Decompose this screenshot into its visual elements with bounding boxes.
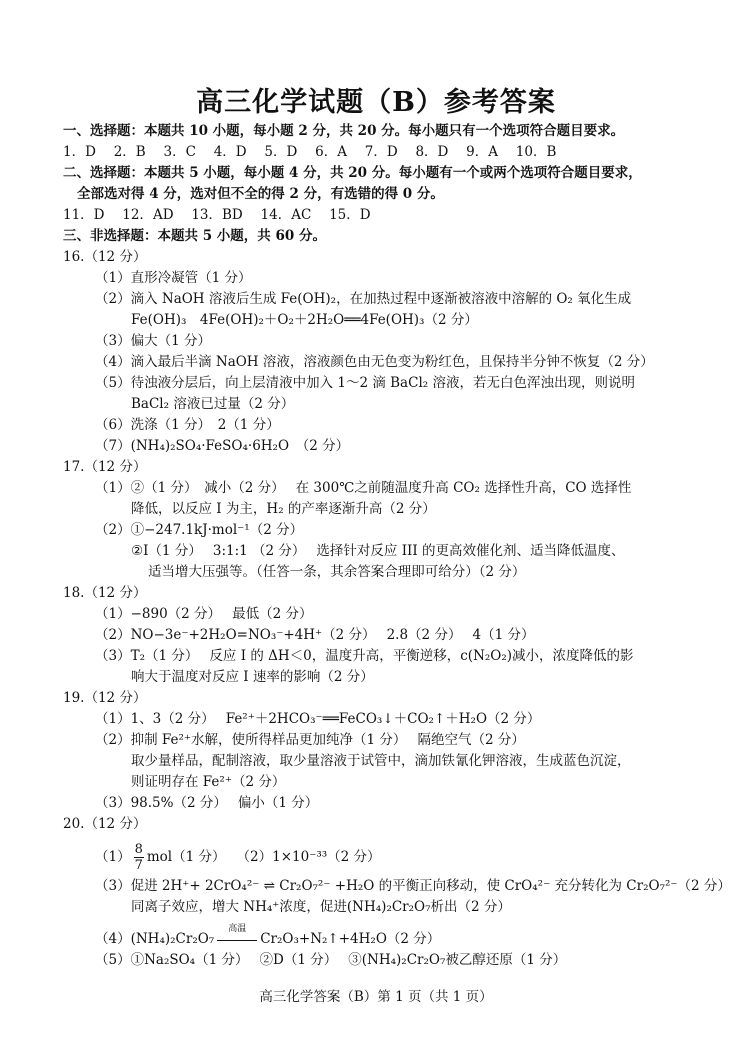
q16-part2-cont: Fe(OH)₃ 4Fe(OH)₂＋O₂＋2H₂O══4Fe(OH)₃（2 分）	[131, 312, 478, 328]
page-footer: 高三化学答案（B）第 1 页（共 1 页）	[259, 989, 493, 1005]
q20-part1	[95, 842, 381, 873]
q16-part7: （7）(NH₄)₂SO₄·FeSO₄·6H₂O （2 分）	[95, 438, 350, 454]
fraction	[134, 842, 144, 873]
q19-part2-cont: 取少量样品，配制溶液，取少量溶液于试管中，滴加铁氰化钾溶液，生成蓝色沉淀，	[131, 753, 631, 769]
reaction-bar	[217, 940, 257, 941]
q18-part1: （1）−890（2 分） 最低（2 分）	[95, 606, 313, 622]
q17-part1: （1）②（1 分） 减小（2 分） 在 300℃之前随温度升高 CO₂ 选择性升高，CO 选择性	[95, 480, 632, 496]
reaction-condition: 高温	[228, 923, 247, 934]
q18-part2: （2）NO−3e⁻+2H₂O=NO₃⁻+4H⁺（2 分） 2.8（2 分） 4（1 分）	[95, 627, 535, 643]
q19-heading: 19.（12 分）	[63, 690, 147, 706]
section-1-answers: 1．D 2．B 3．C 4．D 5．D 6．A 7．D 8．D 9．A 10．B	[63, 144, 557, 160]
q16-part5: （5）待浊液分层后，向上层清液中加入 1～2 滴 BaCl₂ 溶液，若无白色浑浊出现，则说明	[95, 375, 635, 391]
section-2-answers: 11．D 12．AD 13．BD 14．AC 15．D	[63, 207, 371, 223]
fraction-numerator: 8	[134, 842, 143, 857]
q17-heading: 17.（12 分）	[63, 459, 147, 475]
q17-part2-b: ②I（1 分） 3:1:1 （2 分） 选择针对反应 III 的更高效催化剂、适当降低温度、	[131, 543, 625, 559]
q16-part4: （4）滴入最后半滴 NaOH 溶液，溶液颜色由无色变为粉红色，且保持半分钟不恢复（2 分）	[95, 354, 654, 370]
q16-part2: （2）滴入 NaOH 溶液后生成 Fe(OH)₂，在加热过程中逐渐被溶液中溶解的 O₂ 氧化生成	[95, 291, 632, 307]
q20-heading: 20.（12 分）	[63, 816, 147, 832]
q20-part4-products: Cr₂O₃+N₂↑+4H₂O（2 分）	[260, 931, 441, 947]
q16-part1: （1）直形冷凝管（1 分）	[95, 270, 252, 286]
q19-part2-cont2: 则证明存在 Fe²⁺（2 分）	[131, 774, 286, 790]
q18-heading: 18.（12 分）	[63, 585, 147, 601]
q17-part2: （2）①−247.1kJ·mol⁻¹（2 分）	[95, 522, 304, 538]
q18-part3: （3）T₂（1 分） 反应 I 的 ΔH＜0，温度升高，平衡逆移，c(N₂O₂)减小，浓度降低的影	[95, 648, 634, 664]
section-2-heading: 二、选择题：本题共 5 小题，每小题 4 分，共 20 分。每小题有一个或两个选项符合题目要求，	[63, 165, 642, 181]
q20-part1-rest: mol（1 分） （2）1×10⁻³³（2 分）	[146, 849, 381, 865]
q20-part3-cont: 同离子效应，增大 NH₄⁺浓度，促进(NH₄)₂Cr₂O₇析出（2 分）	[131, 899, 511, 915]
q16-heading: 16.（12 分）	[63, 249, 147, 265]
q20-part4-reactant: （4）(NH₄)₂Cr₂O₇	[95, 931, 215, 947]
q19-part2: （2）抑制 Fe²⁺水解，使所得样品更加纯净（1 分） 隔绝空气（2 分）	[95, 732, 525, 748]
q16-part5-cont: BaCl₂ 溶液已过量（2 分）	[131, 396, 295, 412]
reaction-arrow	[217, 923, 257, 947]
section-2-heading-cont: 全部选对得 4 分，选对但不全的得 2 分，有选错的得 0 分。	[77, 186, 444, 202]
q19-part3: （3）98.5%（2 分） 偏小（1 分）	[95, 795, 319, 811]
q20-part3: （3）促进 2H⁺+ 2CrO₄²⁻ ⇌ Cr₂O₇²⁻ +H₂O 的平衡正向移动，使 CrO₄²⁻ 充分转化为 Cr₂O₇²⁻（2 分）	[95, 878, 731, 894]
q16-part6: （6）洗涤（1 分） 2（1 分）	[95, 417, 280, 433]
page-title: 高三化学试题（B）参考答案	[196, 87, 556, 118]
q20-part5: （5）①Na₂SO₄（1 分） ②D（1 分） ③(NH₄)₂Cr₂O₇被乙醇还原（1 分）	[95, 952, 567, 968]
section-1-heading: 一、选择题：本题共 10 小题，每小题 2 分，共 20 分。每小题只有一个选项符合题目要求。	[63, 123, 625, 139]
q18-part3-cont: 响大于温度对反应 I 速率的影响（2 分）	[131, 669, 374, 685]
q17-part1-cont: 降低，以反应 I 为主，H₂ 的产率逐渐升高（2 分）	[131, 501, 436, 517]
q19-part1: （1）1、3（2 分） Fe²⁺＋2HCO₃⁻══FeCO₃↓＋CO₂↑＋H₂O（2 分）	[95, 711, 541, 727]
q20-part1-prefix: （1）	[95, 849, 131, 865]
q20-part4	[95, 923, 441, 948]
fraction-denominator: 7	[134, 858, 143, 873]
q16-part3: （3）偏大（1 分）	[95, 333, 211, 349]
q17-part2-b-cont: 适当增大压强等。（任答一条，其余答案合理即可给分）（2 分）	[148, 564, 526, 580]
section-3-heading: 三、非选择题：本题共 5 小题，共 60 分。	[63, 228, 326, 244]
